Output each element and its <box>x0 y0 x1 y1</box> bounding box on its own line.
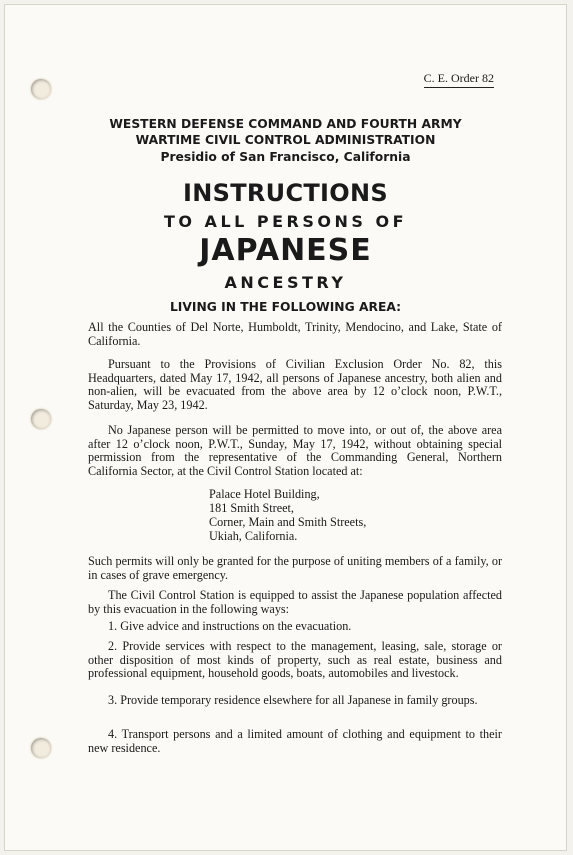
address-line: 181 Smith Street, <box>209 501 294 515</box>
paragraph-movement-restriction: No Japanese person will be permitted to move into, or out of, the above area after 12 o’clock noon, P.W.T., Sunday, May 17, 1942, without obtaining special permission from the representative of the Commanding General, Northern California Sector, at the Civil Control Station located at: <box>88 423 502 478</box>
binder-hole <box>31 409 51 429</box>
list-item: 1. Give advice and instructions on the evacuation. <box>108 619 352 633</box>
title-to-all-persons: TO ALL PERSONS OF <box>163 212 408 231</box>
address-line: Ukiah, California. <box>209 529 298 543</box>
binder-hole <box>31 738 51 758</box>
title-living-area: LIVING IN THE FOLLOWING AREA: <box>169 300 402 314</box>
title-japanese: JAPANESE <box>199 233 372 268</box>
address-line: Palace Hotel Building, <box>209 487 320 501</box>
document-page <box>4 4 567 851</box>
paragraph-station-assistance: The Civil Control Station is equipped to assist the Japanese population affected by this evacuation in the following ways: <box>88 588 502 616</box>
address-line: Corner, Main and Smith Streets, <box>209 515 367 529</box>
title-ancestry: ANCESTRY <box>224 273 347 292</box>
header-command: WESTERN DEFENSE COMMAND AND FOURTH ARMY <box>109 117 462 131</box>
order-number: C. E. Order 82 <box>424 71 494 88</box>
binder-hole <box>31 79 51 99</box>
header-administration: WARTIME CIVIL CONTROL ADMINISTRATION <box>135 133 436 147</box>
area-paragraph: All the Counties of Del Norte, Humboldt, Trinity, Mendocino, and Lake, State of California. <box>88 320 502 348</box>
list-item: 3. Provide temporary residence elsewhere for all Japanese in family groups. <box>108 693 478 707</box>
title-instructions: INSTRUCTIONS <box>183 179 388 207</box>
paragraph-evacuation-order: Pursuant to the Provisions of Civilian Exclusion Order No. 82, this Headquarters, dated May 17, 1942, all persons of Japanese ancestry, both alien and non-alien, will be evacuated from the above area by 12 o’clock noon, P.W.T., Saturday, May 23, 1942. <box>88 357 502 412</box>
header-location: Presidio of San Francisco, California <box>160 150 411 164</box>
list-item: 2. Provide services with respect to the management, leasing, sale, storage or other disposition of most kinds of property, such as real estate, business and professional equipment, household goods, boats, automobiles and livestock. <box>88 639 502 680</box>
civil-control-station-address <box>209 487 366 543</box>
list-item: 4. Transport persons and a limited amount of clothing and equipment to their new residence. <box>88 727 502 755</box>
paragraph-permits: Such permits will only be granted for the purpose of uniting members of a family, or in cases of grave emergency. <box>88 554 502 582</box>
